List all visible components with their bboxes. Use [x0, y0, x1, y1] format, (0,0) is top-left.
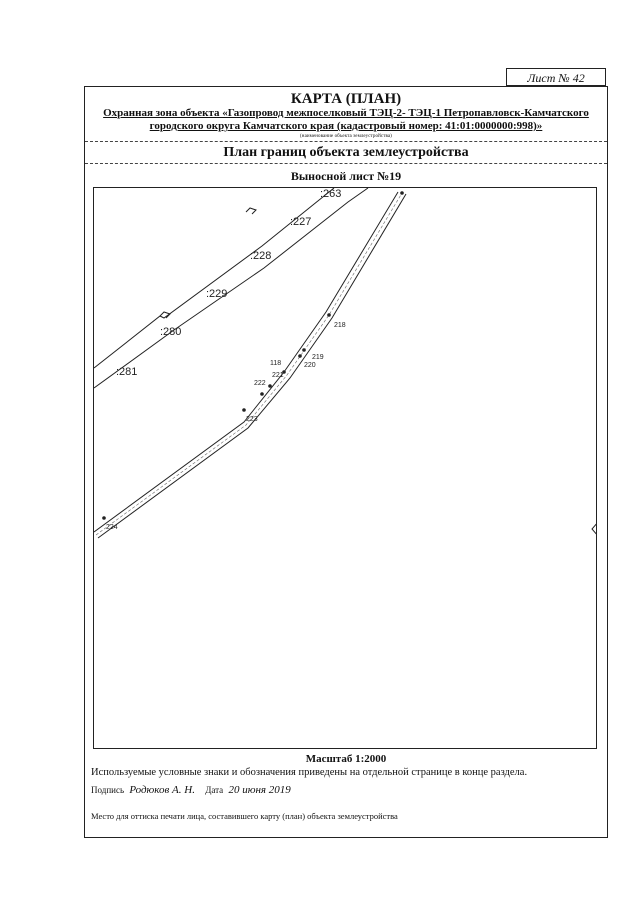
- zone-boundary-right: [98, 194, 406, 538]
- zone-boundary-left: [94, 192, 398, 532]
- parcel-label: :227: [290, 216, 312, 228]
- plan-divider: [85, 163, 607, 164]
- boundary-point-221: [268, 384, 272, 388]
- signature-row: [91, 784, 299, 796]
- signature-date: 20 июня 2019: [228, 784, 291, 796]
- boundary-point-224: [102, 516, 106, 520]
- legend-note: Используемые условные знаки и обозначения приведены на отдельной странице в конце раздела.: [91, 767, 528, 778]
- sheet-number: Лист № 42: [506, 68, 606, 86]
- seal-note: Место для оттиска печати лица, составившего карту (план) объекта землеустройства: [91, 811, 398, 821]
- object-name-line-1: Охранная зона объекта «Газопровод межпоселковый ТЭЦ-2- ТЭЦ-1 Петропавловск-Камчатского: [103, 107, 589, 119]
- point-label: 219: [312, 354, 324, 361]
- plan-title: План границ объекта землеустройства: [223, 145, 469, 160]
- map-drawing: [94, 188, 597, 749]
- parcel-boundary-inner: [94, 188, 368, 388]
- zone-axis: [96, 193, 402, 535]
- boundary-point-top: [400, 191, 404, 195]
- boundary-point-223: [242, 408, 246, 412]
- document-title: КАРТА (ПЛАН): [290, 91, 402, 107]
- document-frame: [84, 86, 608, 838]
- parcel-label: :263: [320, 188, 342, 200]
- map-scale: Масштаб 1:2000: [305, 753, 387, 765]
- point-label: 223: [246, 416, 258, 423]
- signature-label: Подпись: [91, 785, 125, 795]
- boundary-point-219: [302, 348, 306, 352]
- point-label: 221: [272, 372, 284, 379]
- parcel-notch-2: [246, 208, 256, 214]
- object-name: [93, 107, 599, 133]
- object-caption: (наименование объекта землеустройства): [300, 134, 392, 139]
- parcel-label: :229: [206, 288, 228, 300]
- object-name-line-2: городского округа Камчатского края (кадастровый номер: 41:01:0000000:998)»: [149, 120, 543, 132]
- date-label: Дата: [205, 785, 224, 795]
- point-label: 224: [106, 524, 118, 531]
- map-plan: [93, 187, 597, 749]
- signature-name: Родюков А. Н.: [129, 784, 195, 796]
- point-label: 218: [334, 322, 346, 329]
- boundary-point-218: [327, 313, 331, 317]
- sheet-title: Выносной лист №19: [290, 169, 402, 183]
- parcel-label: :281: [116, 366, 138, 378]
- boundary-point-220: [298, 354, 302, 358]
- parcel-label: :228: [250, 250, 272, 262]
- parcel-label: :280: [160, 326, 182, 338]
- edge-marker: [592, 522, 597, 536]
- header-divider: [85, 141, 607, 142]
- point-label: 220: [304, 362, 316, 369]
- point-label: 222: [254, 380, 266, 387]
- boundary-point-222: [260, 392, 264, 396]
- parcel-boundary-outer: [94, 188, 334, 368]
- point-label: 118: [270, 360, 282, 367]
